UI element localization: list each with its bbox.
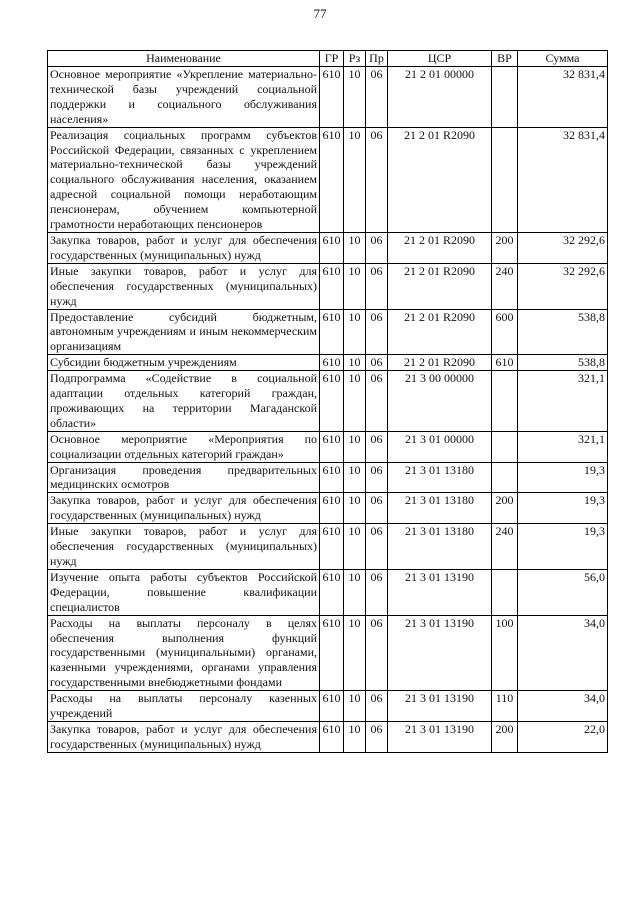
cell-csr: 21 2 01 R2090 — [388, 127, 492, 232]
table-row — [48, 721, 608, 752]
cell-csr: 21 3 01 13180 — [388, 493, 492, 524]
cell-csr: 21 3 01 13190 — [388, 615, 492, 691]
cell-name: Закупка товаров, работ и услуг для обеспечения государственных (муниципальных) нужд — [48, 721, 320, 752]
cell-name: Субсидии бюджетным учреждениям — [48, 355, 320, 371]
cell-name: Основное мероприятие «Укрепление материально-технической базы учреждений социальной поддержки и социального обслуживания населения» — [48, 67, 320, 128]
cell-csr: 21 2 01 R2090 — [388, 309, 492, 355]
cell-sum: 321,1 — [518, 431, 608, 462]
budget-table — [47, 50, 608, 753]
cell-gr: 610 — [320, 431, 344, 462]
cell-name: Закупка товаров, работ и услуг для обеспечения государственных (муниципальных) нужд — [48, 493, 320, 524]
cell-csr: 21 3 01 13180 — [388, 524, 492, 570]
cell-vr: 100 — [492, 615, 518, 691]
cell-rz: 10 — [344, 309, 366, 355]
cell-rz: 10 — [344, 493, 366, 524]
table-row — [48, 615, 608, 691]
column-header-name: Наименование — [48, 51, 320, 67]
cell-rz: 10 — [344, 355, 366, 371]
cell-rz: 10 — [344, 462, 366, 493]
cell-gr: 610 — [320, 691, 344, 722]
cell-gr: 610 — [320, 263, 344, 309]
column-header-vr: ВР — [492, 51, 518, 67]
cell-gr: 610 — [320, 462, 344, 493]
column-header-gr: ГР — [320, 51, 344, 67]
column-header-sum: Сумма — [518, 51, 608, 67]
cell-gr: 610 — [320, 721, 344, 752]
cell-vr: 110 — [492, 691, 518, 722]
cell-sum: 32 292,6 — [518, 263, 608, 309]
cell-name: Организация проведения предварительных медицинских осмотров — [48, 462, 320, 493]
cell-sum: 34,0 — [518, 615, 608, 691]
cell-pr: 06 — [366, 371, 388, 432]
cell-rz: 10 — [344, 232, 366, 263]
table-row — [48, 263, 608, 309]
cell-pr: 06 — [366, 309, 388, 355]
cell-vr — [492, 127, 518, 232]
cell-pr: 06 — [366, 569, 388, 615]
column-header-csr: ЦСР — [388, 51, 492, 67]
table-row — [48, 569, 608, 615]
table-body — [48, 67, 608, 753]
cell-rz: 10 — [344, 67, 366, 128]
cell-rz: 10 — [344, 721, 366, 752]
cell-csr: 21 2 01 R2090 — [388, 232, 492, 263]
cell-csr: 21 3 00 00000 — [388, 371, 492, 432]
cell-gr: 610 — [320, 371, 344, 432]
cell-pr: 06 — [366, 263, 388, 309]
page-number: 77 — [313, 6, 327, 21]
cell-name: Подпрограмма «Содействие в социальной адаптации отдельных категорий граждан, проживающих на территории Магаданской области» — [48, 371, 320, 432]
cell-rz: 10 — [344, 691, 366, 722]
cell-gr: 610 — [320, 524, 344, 570]
cell-pr: 06 — [366, 493, 388, 524]
cell-name: Основное мероприятие «Мероприятия по социализации отдельных категорий граждан» — [48, 431, 320, 462]
cell-vr: 200 — [492, 721, 518, 752]
cell-name: Расходы на выплаты персоналу казенных учреждений — [48, 691, 320, 722]
cell-pr: 06 — [366, 355, 388, 371]
cell-sum: 56,0 — [518, 569, 608, 615]
cell-vr — [492, 431, 518, 462]
cell-sum: 32 831,4 — [518, 67, 608, 128]
cell-csr: 21 3 01 00000 — [388, 431, 492, 462]
cell-rz: 10 — [344, 524, 366, 570]
cell-gr: 610 — [320, 569, 344, 615]
cell-name: Иные закупки товаров, работ и услуг для обеспечения государственных (муниципальных) нужд — [48, 524, 320, 570]
cell-name: Предоставление субсидий бюджетным, автономным учреждениям и иным некоммерческим организациям — [48, 309, 320, 355]
cell-csr: 21 3 01 13190 — [388, 569, 492, 615]
table-row — [48, 355, 608, 371]
cell-vr: 600 — [492, 309, 518, 355]
cell-pr: 06 — [366, 524, 388, 570]
cell-name: Иные закупки товаров, работ и услуг для обеспечения государственных (муниципальных) нужд — [48, 263, 320, 309]
column-header-rz: Рз — [344, 51, 366, 67]
cell-pr: 06 — [366, 127, 388, 232]
cell-rz: 10 — [344, 615, 366, 691]
cell-vr: 200 — [492, 493, 518, 524]
cell-sum: 538,8 — [518, 355, 608, 371]
cell-vr — [492, 67, 518, 128]
cell-vr: 200 — [492, 232, 518, 263]
cell-sum: 19,3 — [518, 493, 608, 524]
cell-csr: 21 3 01 13180 — [388, 462, 492, 493]
cell-sum: 19,3 — [518, 524, 608, 570]
table-row — [48, 232, 608, 263]
cell-rz: 10 — [344, 263, 366, 309]
cell-name: Расходы на выплаты персоналу в целях обеспечения выполнения функций государственными (муниципальными) органами, казенными учреждениями, органами управления государственными внебюджетными фондами — [48, 615, 320, 691]
cell-rz: 10 — [344, 569, 366, 615]
cell-sum: 19,3 — [518, 462, 608, 493]
cell-pr: 06 — [366, 431, 388, 462]
cell-csr: 21 3 01 13190 — [388, 691, 492, 722]
cell-pr: 06 — [366, 615, 388, 691]
cell-vr — [492, 569, 518, 615]
table-row — [48, 67, 608, 128]
cell-gr: 610 — [320, 493, 344, 524]
cell-gr: 610 — [320, 232, 344, 263]
cell-rz: 10 — [344, 431, 366, 462]
cell-vr — [492, 462, 518, 493]
cell-csr: 21 2 01 R2090 — [388, 355, 492, 371]
table-row — [48, 462, 608, 493]
cell-gr: 610 — [320, 67, 344, 128]
cell-gr: 610 — [320, 615, 344, 691]
cell-vr: 610 — [492, 355, 518, 371]
cell-sum: 34,0 — [518, 691, 608, 722]
cell-gr: 610 — [320, 309, 344, 355]
cell-vr: 240 — [492, 524, 518, 570]
cell-sum: 32 292,6 — [518, 232, 608, 263]
cell-rz: 10 — [344, 371, 366, 432]
cell-sum: 321,1 — [518, 371, 608, 432]
cell-pr: 06 — [366, 721, 388, 752]
cell-csr: 21 2 01 00000 — [388, 67, 492, 128]
cell-pr: 06 — [366, 691, 388, 722]
cell-sum: 32 831,4 — [518, 127, 608, 232]
cell-pr: 06 — [366, 232, 388, 263]
cell-pr: 06 — [366, 67, 388, 128]
cell-gr: 610 — [320, 355, 344, 371]
cell-vr: 240 — [492, 263, 518, 309]
cell-name: Реализация социальных программ субъектов Российской Федерации, связанных с укреплением материально-технической базы учреждений социального обслуживания населения, оказанием адресной социальной помощи неработающим пенсионерам, обучением компьютерной грамотности неработающих пенсионеров — [48, 127, 320, 232]
cell-gr: 610 — [320, 127, 344, 232]
table-row — [48, 691, 608, 722]
cell-name: Изучение опыта работы субъектов Российской Федерации, повышение квалификации специалистов — [48, 569, 320, 615]
table-row — [48, 431, 608, 462]
table-row — [48, 309, 608, 355]
table-row — [48, 371, 608, 432]
cell-rz: 10 — [344, 127, 366, 232]
table-header-row — [48, 51, 608, 67]
column-header-pr: Пр — [366, 51, 388, 67]
cell-csr: 21 3 01 13190 — [388, 721, 492, 752]
cell-sum: 538,8 — [518, 309, 608, 355]
table-row — [48, 127, 608, 232]
cell-pr: 06 — [366, 462, 388, 493]
table-row — [48, 493, 608, 524]
cell-csr: 21 2 01 R2090 — [388, 263, 492, 309]
table-row — [48, 524, 608, 570]
cell-name: Закупка товаров, работ и услуг для обеспечения государственных (муниципальных) нужд — [48, 232, 320, 263]
cell-vr — [492, 371, 518, 432]
cell-sum: 22,0 — [518, 721, 608, 752]
